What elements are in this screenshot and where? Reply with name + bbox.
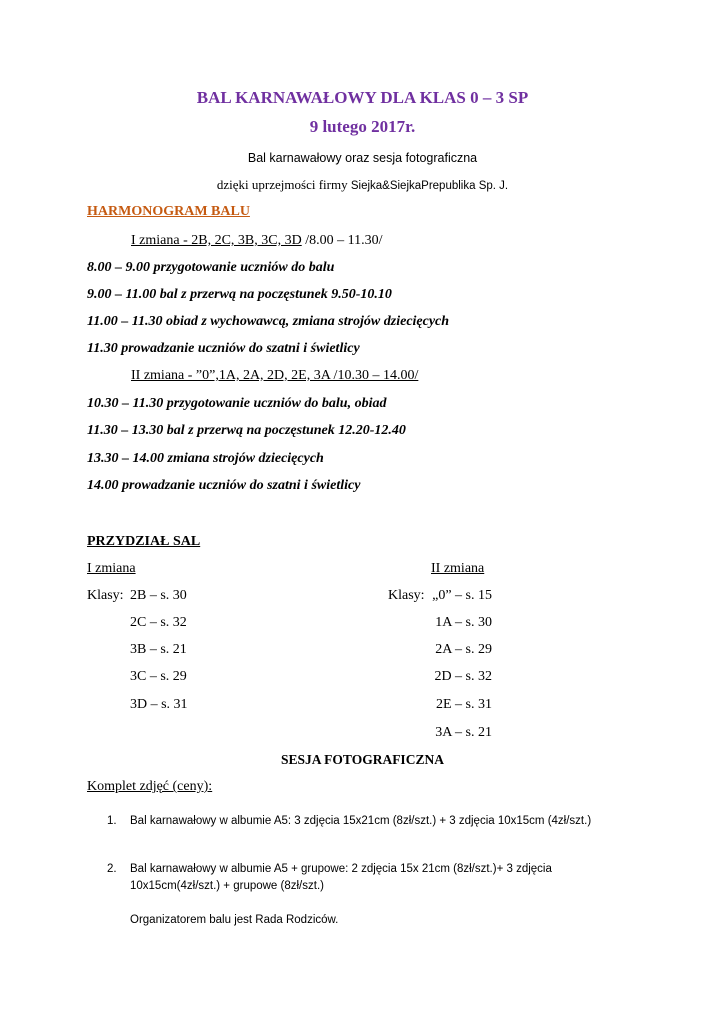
shift1-label: I zmiana - 2B, 2C, 3B, 3C, 3D [131, 233, 302, 248]
list-item: Bal karnawałowy w albumie A5 + grupowe: 2 zdjęcia 15x 21cm (8zł/szt.)+ 3 zdjęcia [130, 863, 552, 875]
list-item-continued: 10x15cm(4zł/szt.) + grupowe (8zł/szt.) [130, 880, 324, 892]
list-number: 1. [107, 815, 117, 827]
shift1-header [131, 233, 382, 249]
list-number: 2. [107, 863, 117, 875]
schedule-item: 10.30 – 11.30 przygotowanie uczniów do balu, obiad [87, 396, 387, 411]
schedule-item: 13.30 – 14.00 zmiana strojów dziecięcych [87, 451, 324, 466]
company-name: Siejka&SiejkaPrepublika Sp. J. [350, 180, 509, 192]
subtitle-line-1: Bal karnawałowy oraz sesja fotograficzna [247, 151, 478, 165]
rooms-heading: PRZYDZIAŁ SAL [87, 534, 201, 549]
schedule-item: 14.00 prowadzanie uczniów do szatni i świetlicy [87, 478, 361, 493]
schedule-item: 9.00 – 11.00 bal z przerwą na poczęstunek 9.50-10.10 [87, 287, 392, 302]
subtitle-line-2 [0, 177, 725, 193]
rooms-left-heading: I zmiana [87, 561, 136, 576]
schedule-item: 11.30 prowadzanie uczniów do szatni i świetlicy [87, 341, 360, 356]
room-assignment: 2E – s. 31 [436, 697, 492, 712]
shift2-header: II zmiana - ”0”,1A, 2A, 2D, 2E, 3A /10.30 – 14.00/ [131, 368, 419, 383]
event-date: 9 lutego 2017r. [309, 117, 416, 136]
photo-subheading: Komplet zdjęć (ceny): [87, 779, 213, 794]
room-assignment: 2A – s. 29 [435, 642, 492, 657]
organizer-note: Organizatorem balu jest Rada Rodziców. [130, 914, 339, 926]
schedule-item: 11.30 – 13.30 bal z przerwą na poczęstunek 12.20-12.40 [87, 423, 406, 438]
document-title: BAL KARNAWAŁOWY DLA KLAS 0 – 3 SP [196, 88, 529, 107]
room-assignment: 3B – s. 21 [130, 642, 187, 657]
schedule-item: 11.00 – 11.30 obiad z wychowawcą, zmiana strojów dziecięcych [87, 314, 450, 329]
room-assignment: 2B – s. 30 [130, 588, 187, 603]
rooms-right-prefix: Klasy: [388, 588, 425, 603]
room-assignment: 3C – s. 29 [130, 669, 187, 684]
list-item: Bal karnawałowy w albumie A5: 3 zdjęcia 15x21cm (8zł/szt.) + 3 zdjęcia 10x15cm (4zł/szt.) [130, 815, 592, 827]
room-assignment: 2C – s. 32 [130, 615, 187, 630]
room-assignment: 1A – s. 30 [435, 615, 492, 630]
room-assignment: „0” – s. 15 [432, 588, 492, 603]
shift1-time: /8.00 – 11.30/ [301, 233, 383, 248]
schedule-heading: HARMONOGRAM BALU [87, 204, 250, 219]
photo-heading: SESJA FOTOGRAFICZNA [281, 752, 444, 767]
rooms-left-prefix: Klasy: [87, 588, 124, 603]
schedule-item: 8.00 – 9.00 przygotowanie uczniów do balu [87, 260, 335, 275]
room-assignment: 3A – s. 21 [435, 725, 492, 740]
subtitle-serif: dzięki uprzejmości firmy [216, 177, 351, 192]
rooms-right-heading: II zmiana [431, 561, 485, 576]
room-assignment: 2D – s. 32 [434, 669, 492, 684]
room-assignment: 3D – s. 31 [130, 697, 188, 712]
